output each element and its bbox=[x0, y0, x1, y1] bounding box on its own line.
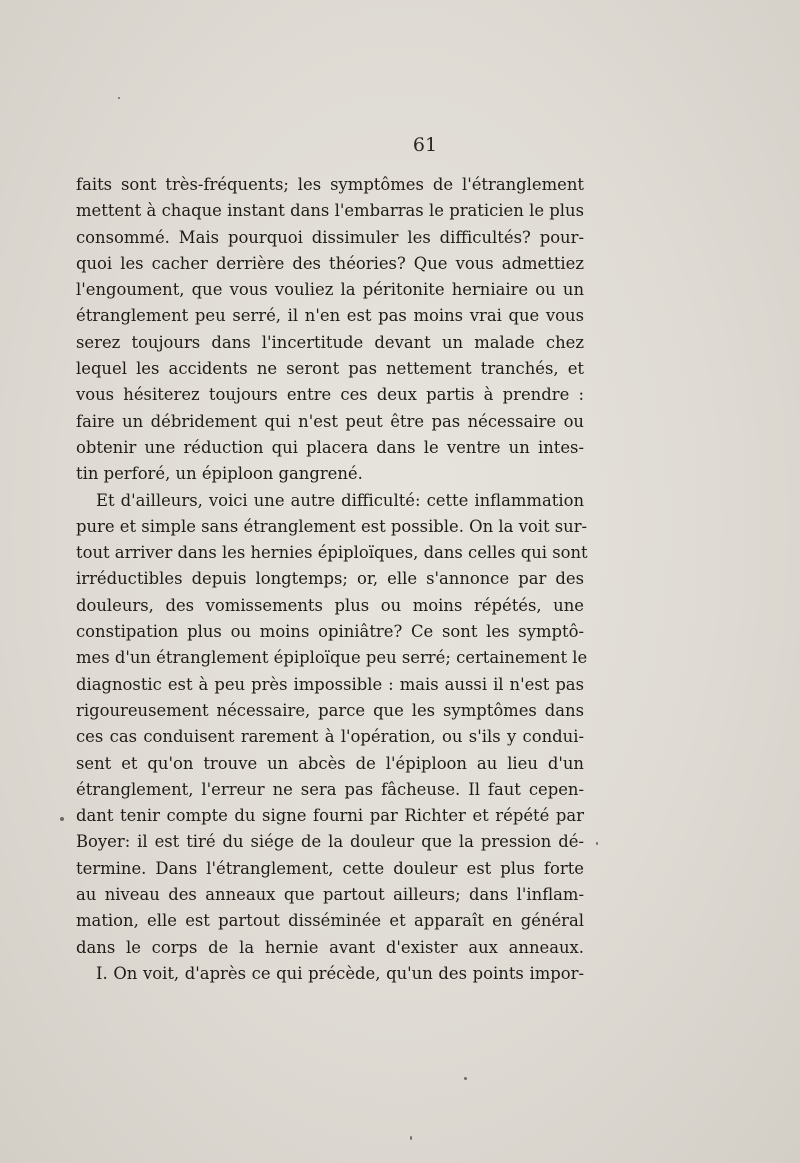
text-line: dant tenir compte du signe fourni par Richter et répété par bbox=[76, 806, 584, 826]
text-line: pure et simple sans étranglement est possible. On la voit sur- bbox=[76, 516, 588, 536]
paper-speck bbox=[410, 1136, 412, 1140]
text-line: au niveau des anneaux que partout ailleurs; dans l'inflam- bbox=[76, 885, 584, 905]
text-line: étranglement peu serré, il n'en est pas moins vrai que vous bbox=[76, 306, 584, 326]
text-line: Boyer: il est tiré du siége de la douleur que la pression dé- bbox=[76, 832, 584, 852]
paper-speck bbox=[596, 842, 598, 845]
text-line: faire un débridement qui n'est peut être pas nécessaire ou bbox=[76, 411, 584, 431]
text-line: vous hésiterez toujours entre ces deux partis à prendre : bbox=[76, 385, 584, 405]
text-line: quoi les cacher derrière des théories? Que vous admettiez bbox=[76, 253, 584, 273]
text-line: constipation plus ou moins opiniâtre? Ce sont les symptô- bbox=[76, 622, 584, 642]
text-line: faits sont très-fréquents; les symptômes de l'étranglement bbox=[76, 175, 584, 194]
text-line: lequel les accidents ne seront pas nettement tranchés, et bbox=[76, 359, 584, 379]
paper-speck bbox=[60, 817, 64, 821]
text-line: l'engoument, que vous vouliez la péritonite herniaire ou un bbox=[76, 280, 584, 300]
text-line: dans le corps de la hernie avant d'exister aux anneaux. bbox=[76, 937, 584, 957]
text-line: tout arriver dans les hernies épiploïques, dans celles qui sont bbox=[76, 543, 588, 563]
text-line: termine. Dans l'étranglement, cette douleur est plus forte bbox=[76, 858, 584, 878]
text-line: diagnostic est à peu près impossible : mais aussi il n'est pas bbox=[76, 674, 584, 694]
page-number: 61 bbox=[412, 134, 438, 156]
body-text bbox=[76, 172, 588, 987]
paper-speck bbox=[118, 97, 120, 99]
text-line: rigoureusement nécessaire, parce que les symptômes dans bbox=[76, 700, 584, 720]
text-line: irréductibles depuis longtemps; or, elle s'annonce par des bbox=[76, 569, 584, 589]
text-line: tin perforé, un épiploon gangrené. bbox=[76, 464, 363, 484]
text-line: I. On voit, d'après ce qui précède, qu'un des points impor- bbox=[96, 963, 584, 983]
text-line: ces cas conduisent rarement à l'opération, ou s'ils y condui- bbox=[76, 727, 584, 747]
text-line: serez toujours dans l'incertitude devant un malade chez bbox=[76, 332, 584, 352]
text-line: étranglement, l'erreur ne sera pas fâcheuse. Il faut cepen- bbox=[76, 779, 584, 799]
text-line: mation, elle est partout disséminée et apparaît en général bbox=[76, 911, 584, 931]
paper-speck bbox=[464, 1077, 467, 1080]
text-line: Et d'ailleurs, voici une autre difficulté: cette inflammation bbox=[96, 490, 584, 510]
text-line: mettent à chaque instant dans l'embarras le praticien le plus bbox=[76, 201, 584, 221]
text-line: consommé. Mais pourquoi dissimuler les difficultés? pour- bbox=[76, 227, 584, 247]
text-line: mes d'un étranglement épiploïque peu serré; certainement le bbox=[76, 648, 588, 668]
text-line: douleurs, des vomissements plus ou moins répétés, une bbox=[76, 595, 584, 615]
text-line: sent et qu'on trouve un abcès de l'épiploon au lieu d'un bbox=[76, 753, 584, 773]
text-line: obtenir une réduction qui placera dans le ventre un intes- bbox=[76, 437, 584, 457]
